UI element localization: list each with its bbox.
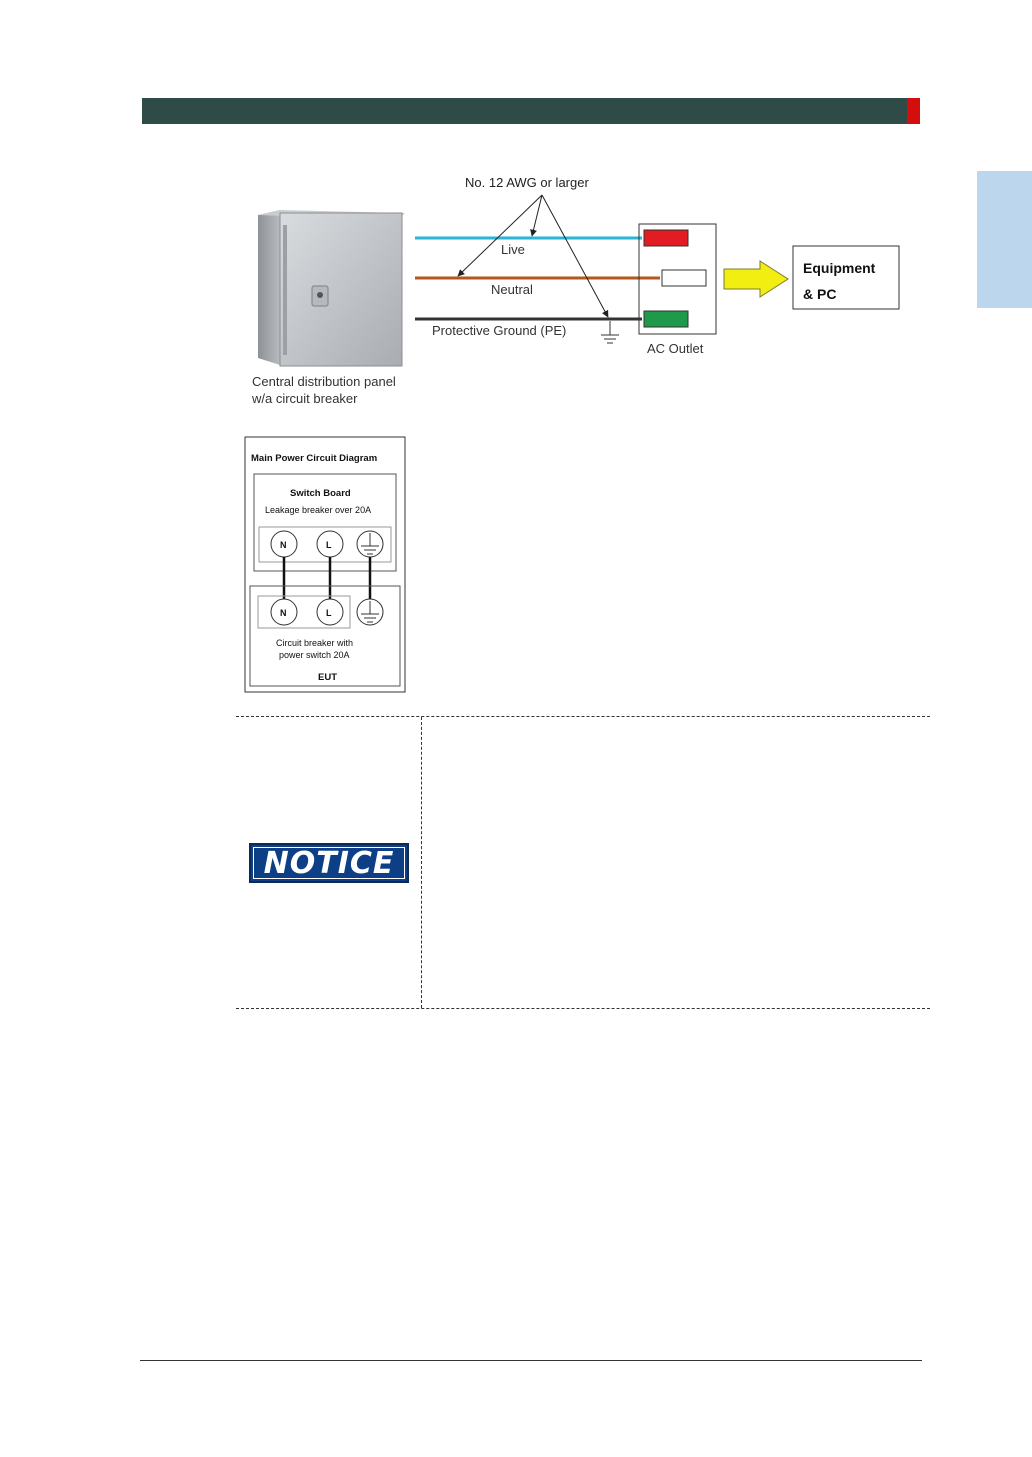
ground-symbol-icon [601, 321, 619, 343]
panel-caption-line2: w/a circuit breaker [252, 391, 358, 406]
chapter-side-tab [977, 171, 1032, 308]
footer-rule [140, 1360, 922, 1361]
notice-column-divider [421, 717, 422, 1008]
wiring-diagram [240, 165, 920, 420]
main-power-circuit-diagram [244, 436, 407, 694]
breaker-caption-line1: Circuit breaker with [276, 638, 354, 648]
eut-label: EUT [318, 672, 337, 683]
neutral-label: Neutral [491, 282, 533, 297]
gauge-pointer-ground [542, 195, 608, 317]
gauge-pointer-neutral [458, 195, 542, 276]
notice-table [236, 716, 930, 1009]
circuit-diagram-title: Main Power Circuit Diagram [251, 453, 378, 464]
ac-outlet-label: AC Outlet [647, 341, 704, 356]
equipment-label-line1: Equipment [803, 260, 876, 276]
switch-board-n-label: N [280, 540, 287, 550]
switch-board-ground-icon [357, 531, 383, 557]
ground-terminal [644, 311, 688, 327]
live-label: Live [501, 242, 525, 257]
ground-label: Protective Ground (PE) [432, 323, 567, 338]
live-terminal [644, 230, 688, 246]
gauge-pointer-live [532, 195, 542, 236]
breaker-caption-line2: power switch 20A [279, 650, 350, 660]
equipment-label-line2: & PC [803, 286, 837, 302]
gauge-label: No. 12 AWG or larger [465, 175, 589, 190]
eut-n-label: N [280, 608, 287, 618]
header-bar [142, 98, 907, 124]
header-accent [907, 98, 920, 124]
notice-content [436, 727, 916, 997]
distribution-panel-image [258, 210, 405, 366]
output-arrow-icon [724, 261, 788, 297]
neutral-terminal [662, 270, 706, 286]
switch-board-subtitle: Leakage breaker over 20A [265, 505, 372, 515]
eut-l-label: L [326, 608, 332, 618]
notice-badge [249, 843, 409, 883]
panel-caption-line1: Central distribution panel [252, 374, 396, 389]
switch-board-label: Switch Board [290, 488, 351, 499]
notice-badge-text: NOTICE [263, 845, 395, 881]
switch-board-l-label: L [326, 540, 332, 550]
eut-ground-icon [357, 599, 383, 625]
